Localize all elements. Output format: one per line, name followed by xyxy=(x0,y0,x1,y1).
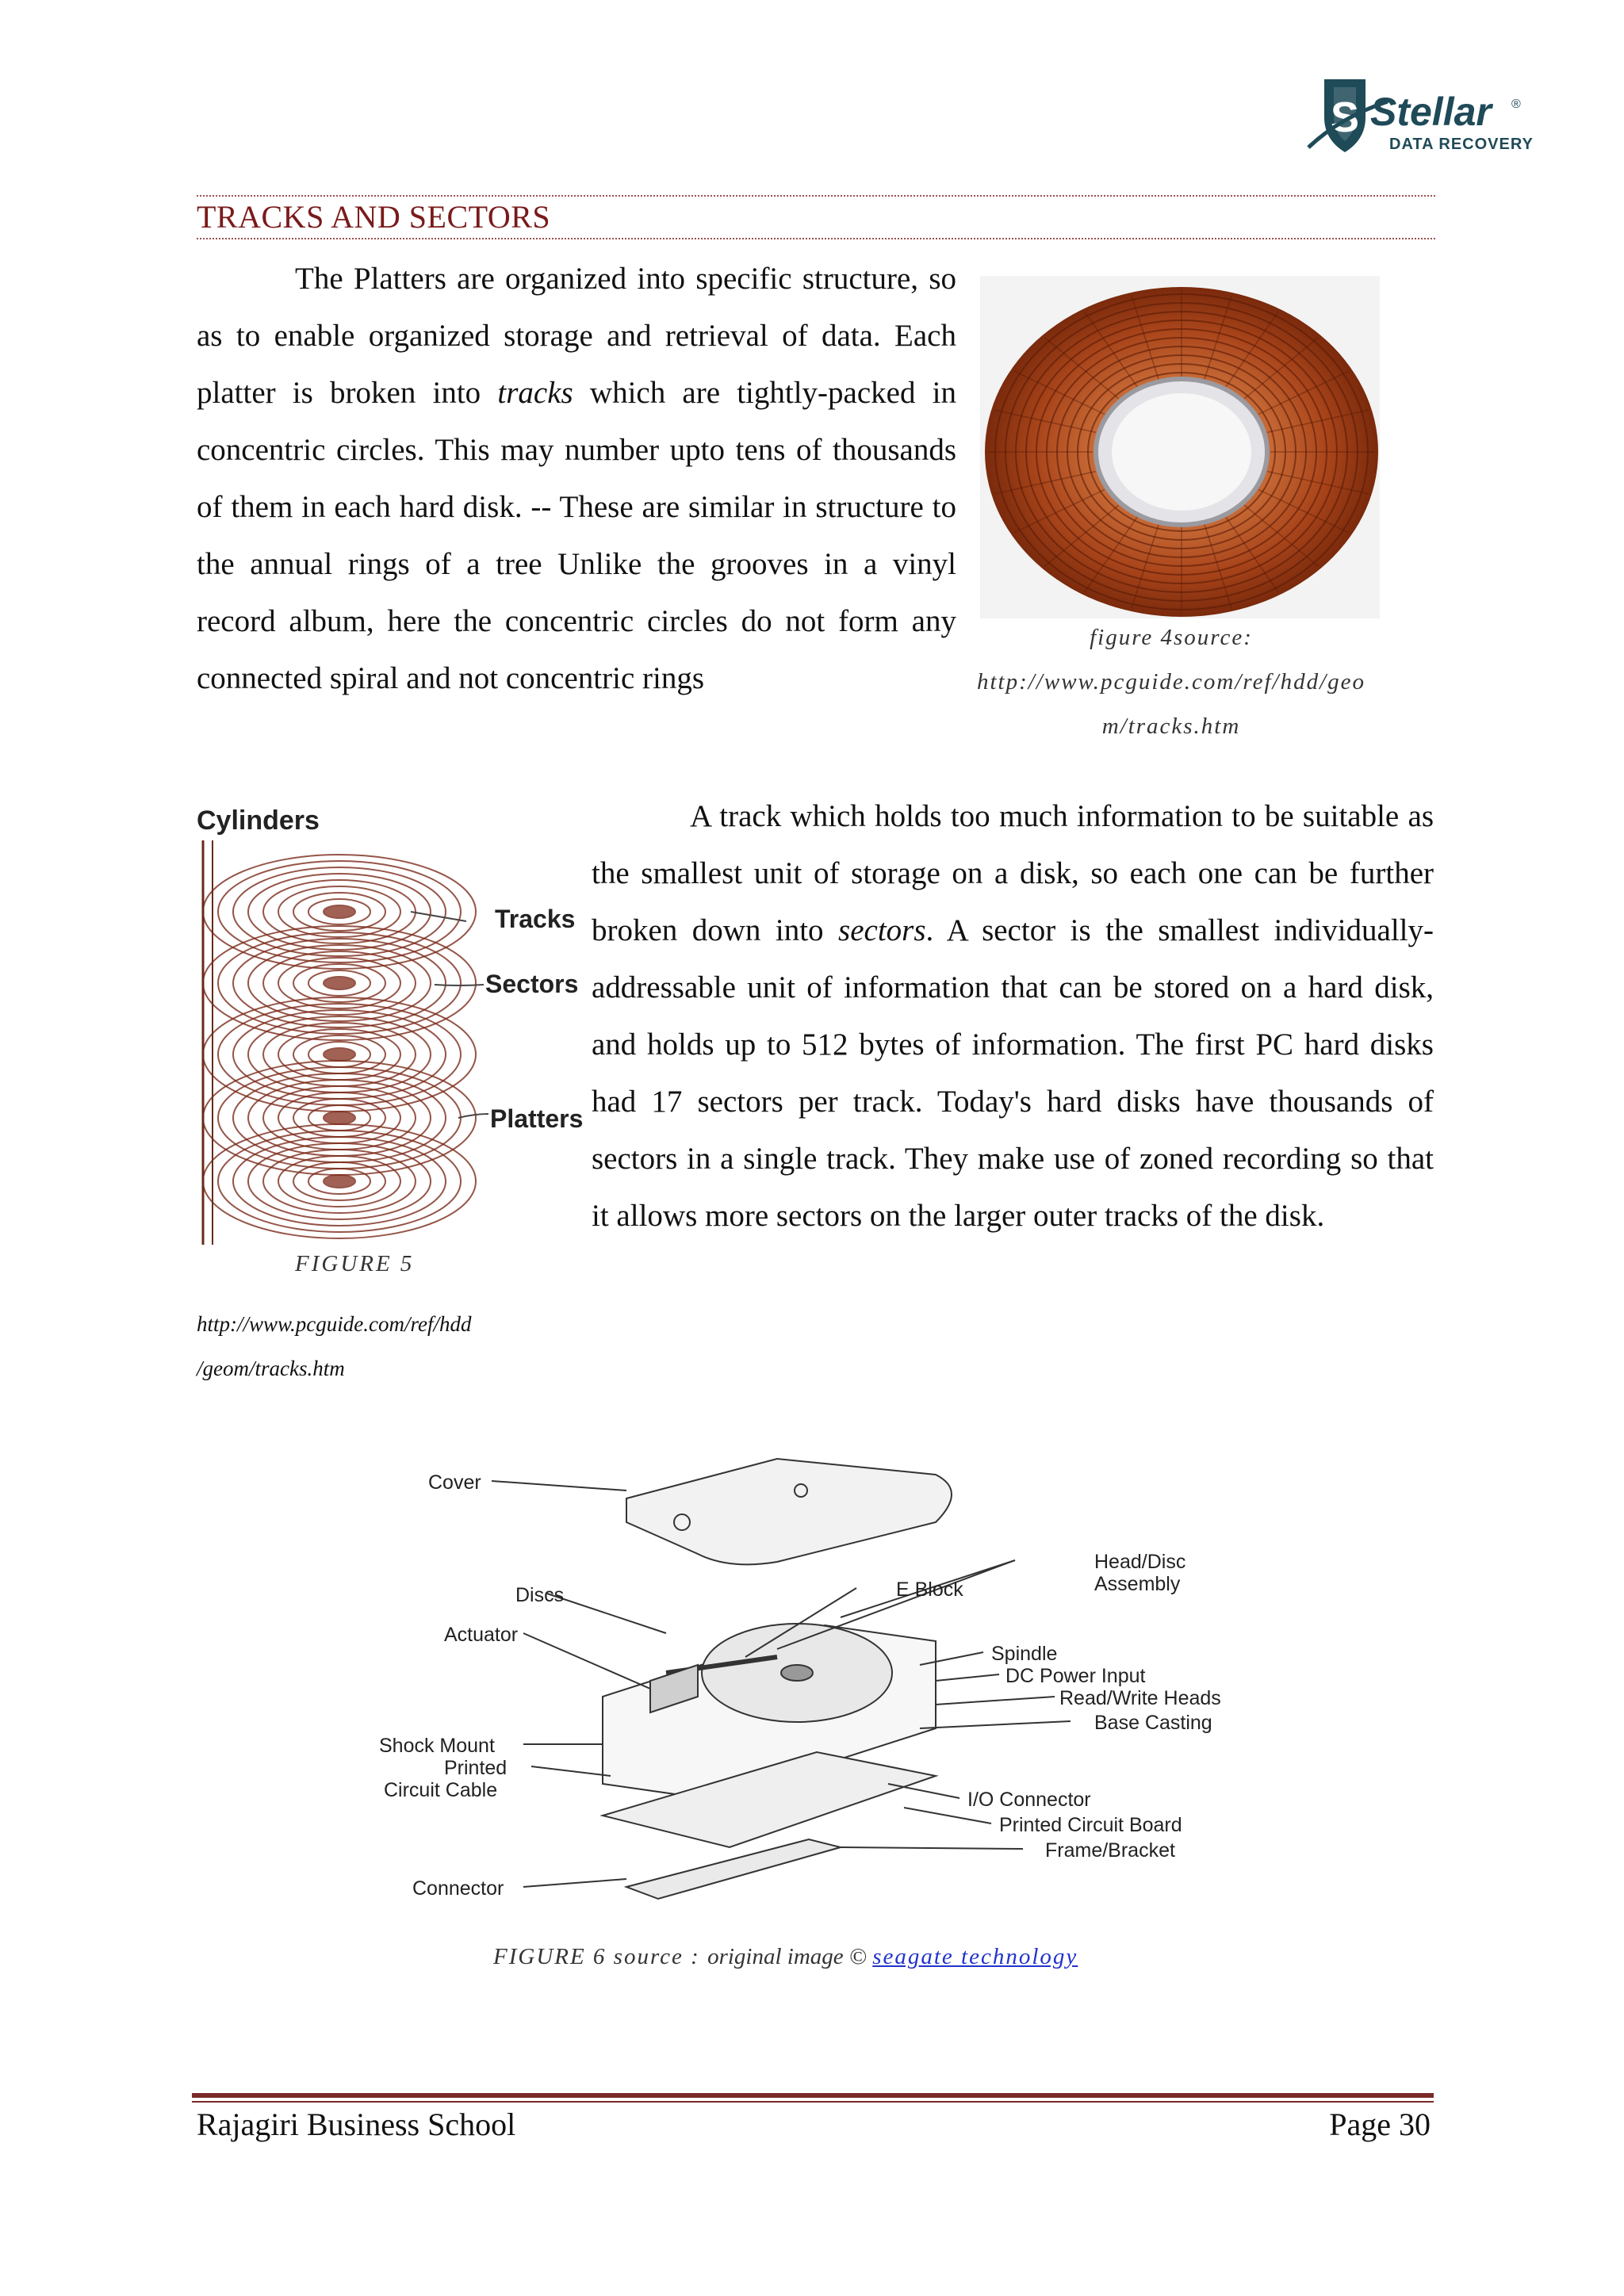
paragraph1-italic: tracks xyxy=(497,376,573,410)
paragraph-platters xyxy=(197,251,956,707)
figure4-caption xyxy=(961,615,1381,748)
paragraph2-italic: sectors xyxy=(838,913,926,947)
figure4-platter-image xyxy=(980,276,1380,618)
footer-page-number: Page 30 xyxy=(1329,2107,1431,2142)
figure6-label-e-block: E Block xyxy=(896,1578,963,1601)
paragraph2-text-a: A track which holds too much information to be suitable as the smallest unit of storage on a disk, so each one can be further broken down into xyxy=(592,799,1434,947)
figure5-caption: FIGURE 5 xyxy=(295,1251,415,1276)
heading-rule-bottom xyxy=(197,238,1435,239)
figure6-label-connector: Connector xyxy=(412,1877,504,1900)
figure6-label-cover: Cover xyxy=(428,1471,481,1494)
footer-rule-thin xyxy=(192,2101,1434,2103)
figure6-label-actuator: Actuator xyxy=(444,1624,519,1646)
figure6-label-rw-heads: Read/Write Heads xyxy=(1059,1687,1221,1709)
figure6-label-discs: Discs xyxy=(515,1584,565,1606)
figure5-label-platters: Platters xyxy=(490,1104,584,1133)
figure5-url-line2: /geom/tracks.htm xyxy=(197,1357,345,1380)
stellar-logo xyxy=(1293,70,1538,165)
paragraph1-text-b: which are tightly-packed in concentric circles. This may number upto tens of thousands of them in each hard disk. -- These are similar in structure to the annual rings of a tree Unlike the grooves in a vinyl record album, here the concentric circles do not form any connected spiral and not concentric rings xyxy=(197,376,956,695)
figure6-drive-diagram xyxy=(365,1443,1269,1919)
seagate-link[interactable]: seagate technology xyxy=(872,1944,1078,1969)
figure4-caption-line2: http://www.pcguide.com/ref/hdd/geo xyxy=(976,669,1366,695)
figure6-label-circuit-cable: Circuit Cable xyxy=(384,1779,498,1801)
footer-rule-thick xyxy=(192,2093,1434,2098)
figure6-label-spindle: Spindle xyxy=(991,1643,1058,1665)
heading-rule-top xyxy=(197,195,1435,197)
figure6-caption-prefix: FIGURE 6 source : xyxy=(493,1944,708,1969)
figure6-caption xyxy=(493,1944,1078,1970)
figure5-cylinders-diagram xyxy=(197,801,584,1253)
figure6-label-dc-power: DC Power Input xyxy=(1005,1665,1146,1687)
figure5-label-tracks: Tracks xyxy=(495,905,576,933)
footer-school-name: Rajagiri Business School xyxy=(197,2107,516,2142)
logo-tagline: DATA RECOVERY xyxy=(1389,136,1534,153)
figure6-label-pcb: Printed Circuit Board xyxy=(999,1814,1182,1836)
logo-registered: ® xyxy=(1511,98,1521,111)
figure6-label-io-connector: I/O Connector xyxy=(967,1789,1091,1811)
figure6-label-shock-mount: Shock Mount xyxy=(379,1735,495,1757)
stellar-logo-graphic xyxy=(1293,70,1538,165)
figure4-caption-line1: figure 4source: xyxy=(1090,625,1253,650)
figure6-caption-original: original image © xyxy=(707,1944,873,1969)
figure5-url xyxy=(197,1302,530,1391)
figure6-label-frame: Frame/Bracket xyxy=(1045,1839,1175,1862)
paragraph2-text-b: . A sector is the smallest individually-addressable unit of information that can be stored on a hard disk, and holds up to 512 bytes of information. The first PC hard disks had 17 sectors per track. Today's hard disks have thousands of sectors in a single track. They make use of zoned recording so that it allows more sectors on the larger outer tracks of the disk. xyxy=(592,913,1434,1233)
section-title: TRACKS AND SECTORS xyxy=(197,199,551,235)
paragraph1-text-a: The Platters are organized into specific structure, so as to enable organized storage and retrieval of data. Each platter is broken into xyxy=(197,262,956,410)
figure5-label-sectors: Sectors xyxy=(485,970,579,998)
figure4-caption-line3: m/tracks.htm xyxy=(1101,714,1241,739)
logo-brand: Stellar xyxy=(1370,90,1492,134)
paragraph-sectors xyxy=(592,788,1434,1245)
svg-text:S: S xyxy=(1330,94,1360,141)
figure5-url-line1: http://www.pcguide.com/ref/hdd xyxy=(197,1312,472,1336)
figure6-label-assembly: Assembly xyxy=(1094,1573,1181,1595)
figure5-label-cylinders: Cylinders xyxy=(197,806,320,836)
figure6-label-base-casting: Base Casting xyxy=(1094,1712,1212,1734)
figure6-label-printed: Printed xyxy=(444,1757,508,1779)
figure6-label-head-disc: Head/Disc xyxy=(1094,1551,1186,1573)
